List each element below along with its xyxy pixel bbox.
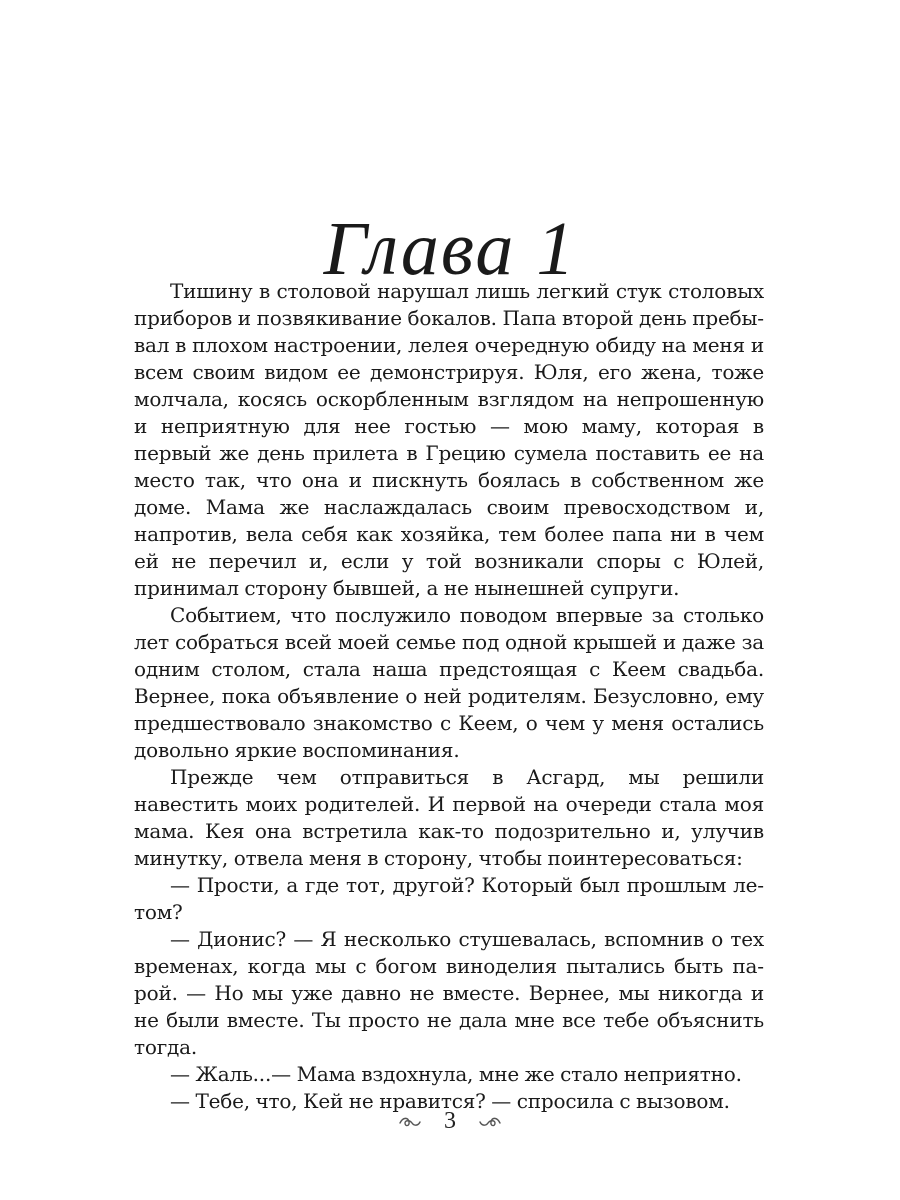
paragraph: Событием, что послужило поводом впервые за столько лет собраться всей моей семье под одной крышей и даже за одним столом, стала наша предстоящая с Кеем свадьба. Вернее, пока объявление о ней родителям. Безусловно, ему предшествовало знакомство с Кеем, о чем у меня остались довольно яркие воспоминания. (134, 603, 764, 762)
paragraph: Тишину в столовой нарушал лишь легкий стук столовых приборов и позвякивание бокалов. Папа второй день пребывал в плохом настроении, лелея очередную обиду на меня и всем своим видом ее демонстрируя. Юля, его жена, тоже молчала, косясь оскорбленным взглядом на непрошенную и неприятную для нее гостью — мою маму, которая в первый же день прилета в Грецию сумела поставить ее на место так, что она и пискнуть боялась в собственном же доме. Мама же наслаждалась своим превосходством и, напротив, вела себя как хозяйка, тем более папа ни в чем ей не перечил и, если у той возникали споры с Юлей, принимал сторону бывшей, а не нынешней супруги. (134, 279, 764, 600)
dialogue-line: — Дионис? — Я несколько стушевалась, вспомнив о тех временах, когда мы с богом виноделия пытались быть парой. — Но мы уже давно не вместе. Вернее, мы никогда и не были вместе. Ты просто не дала мне все тебе объяснить тогда. (134, 927, 764, 1059)
left-ornament-icon (398, 1114, 422, 1130)
paragraph: Прежде чем отправиться в Асгард, мы решили навестить моих родителей. И первой на очереди стала моя мама. Кея она встретила как-то подозрительно и, улучив минутку, отвела меня в сторону, чтобы поинтересоваться: (134, 765, 764, 870)
page-number: 3 (444, 1108, 456, 1134)
dialogue-line: — Жаль...— Мама вздохнула, мне же стало неприятно. (170, 1062, 742, 1086)
chapter-title: Глава 1 (323, 206, 577, 291)
chapter-body (134, 278, 764, 1115)
page-footer (0, 1108, 900, 1135)
dialogue-line: — Тебе, что, Кей не нравится? — спросила с вызовом. (170, 1089, 730, 1113)
dialogue-line: — Прости, а где тот, другой? Который был прошлым летом? (134, 873, 764, 924)
right-ornament-icon (478, 1114, 502, 1130)
